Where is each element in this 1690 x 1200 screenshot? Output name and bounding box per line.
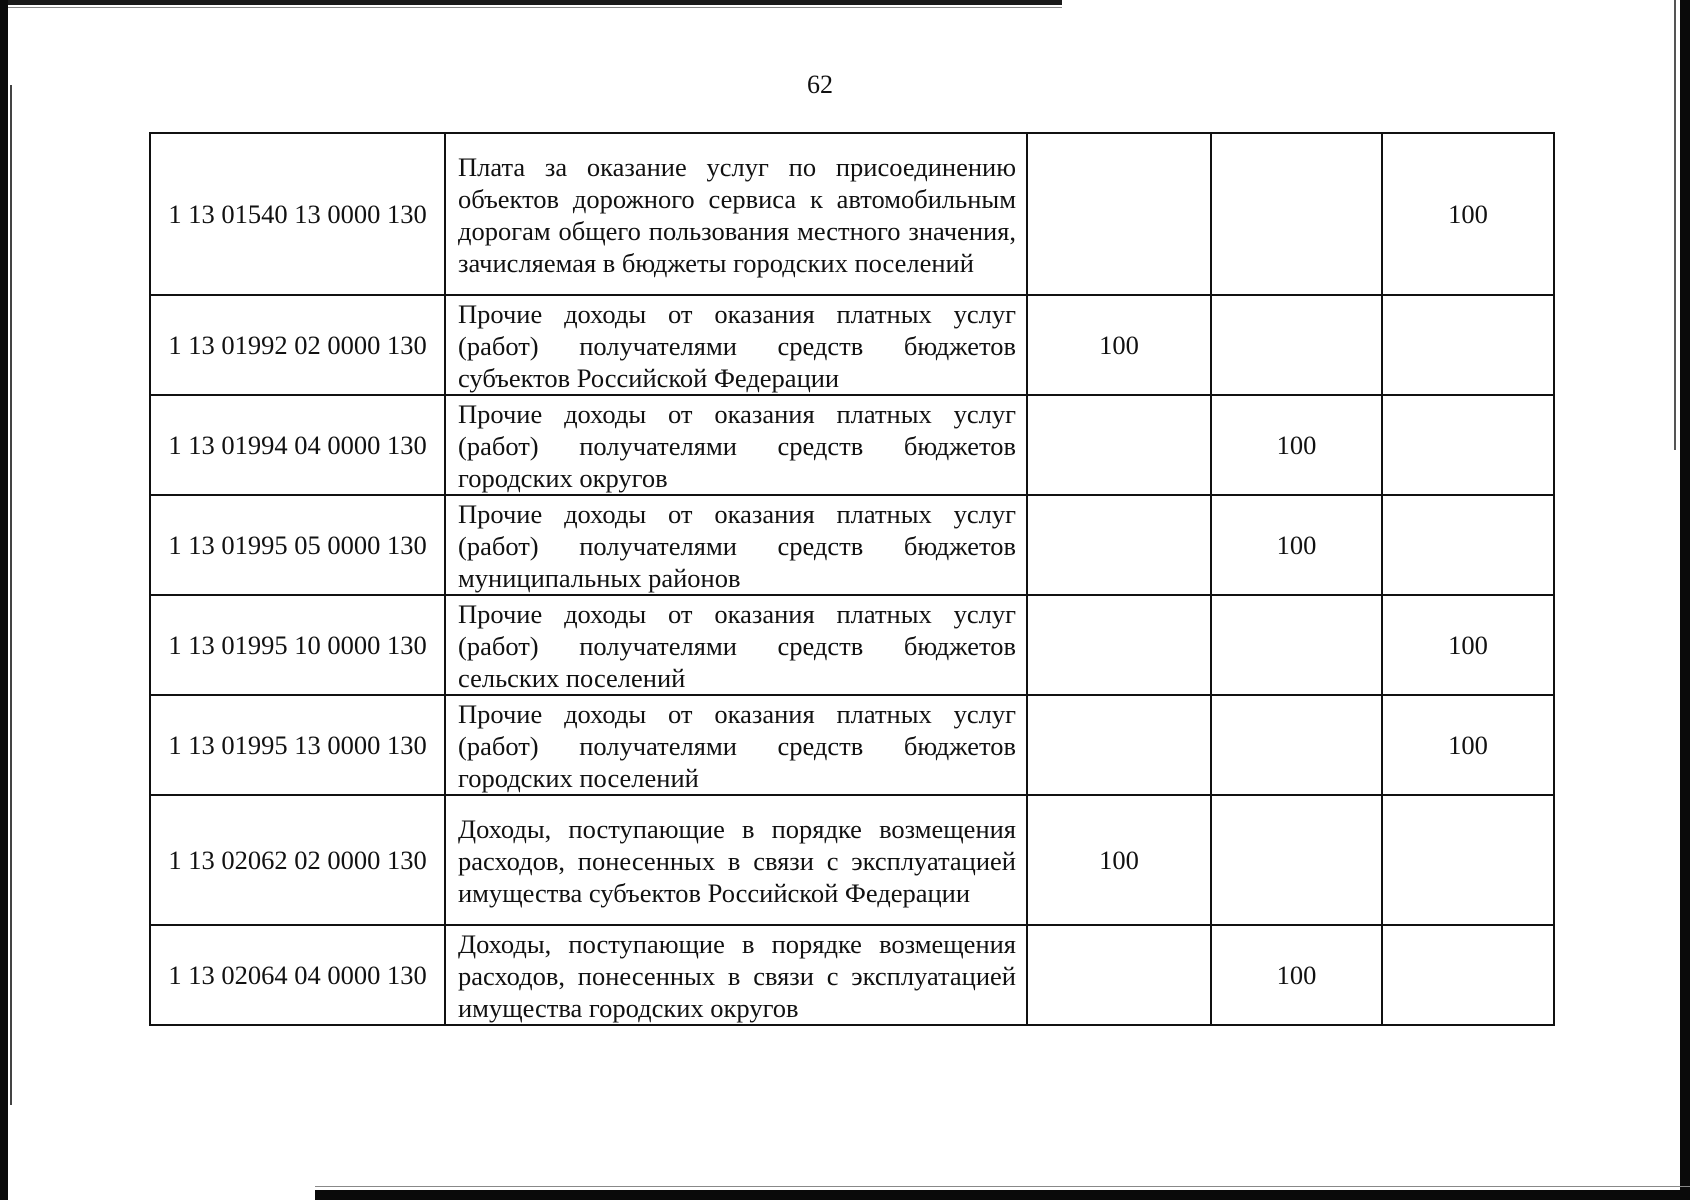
name-cell: [445, 795, 1027, 925]
code-cell: 1 13 01994 04 0000 130: [150, 395, 445, 495]
table-row: [150, 495, 1554, 595]
scan-border-bottom-thin: [315, 1186, 1690, 1187]
name-text: Прочие доходы от оказания платных услуг (работ) получателями средств бюджетов городских округов: [458, 399, 1016, 493]
table-row: [150, 595, 1554, 695]
value-cell-col4: 100: [1211, 495, 1382, 595]
value-cell-col3: 100: [1027, 795, 1211, 925]
value-cell-col4: [1211, 795, 1382, 925]
name-text: Прочие доходы от оказания платных услуг (работ) получателями средств бюджетов субъектов Российской Федерации: [458, 299, 1016, 393]
value-cell-col3: 100: [1027, 295, 1211, 395]
code-cell: 1 13 01992 02 0000 130: [150, 295, 445, 395]
name-text: Плата за оказание услуг по присоединению объектов дорожного сервиса к автомобильным дорогам общего пользования местного значения, зачисляемая в бюджеты городских поселений: [458, 152, 1016, 278]
code-cell: 1 13 01995 13 0000 130: [150, 695, 445, 795]
value-cell-col3: [1027, 925, 1211, 1025]
table-row: [150, 295, 1554, 395]
table-row: [150, 395, 1554, 495]
value-cell-col4: [1211, 695, 1382, 795]
value-cell-col5: 100: [1382, 695, 1554, 795]
scan-border-bottom: [315, 1190, 1690, 1200]
name-text: Доходы, поступающие в порядке возмещения расходов, понесенных в связи с эксплуатацией имущества городских округов: [458, 929, 1016, 1023]
table-row: [150, 795, 1554, 925]
name-cell: [445, 295, 1027, 395]
scan-border-right: [1680, 0, 1690, 1200]
value-cell-col3: [1027, 133, 1211, 295]
value-cell-col3: [1027, 495, 1211, 595]
value-cell-col5: [1382, 925, 1554, 1025]
value-cell-col5: [1382, 395, 1554, 495]
code-cell: 1 13 02062 02 0000 130: [150, 795, 445, 925]
table-row: [150, 133, 1554, 295]
scan-border-left-thin: [10, 85, 12, 1105]
name-text: Прочие доходы от оказания платных услуг (работ) получателями средств бюджетов городских поселений: [458, 699, 1016, 793]
value-cell-col4: [1211, 133, 1382, 295]
name-cell: [445, 395, 1027, 495]
code-cell: 1 13 01540 13 0000 130: [150, 133, 445, 295]
value-cell-col5: 100: [1382, 595, 1554, 695]
value-cell-col3: [1027, 595, 1211, 695]
value-cell-col5: [1382, 795, 1554, 925]
value-cell-col5: 100: [1382, 133, 1554, 295]
table-row: [150, 695, 1554, 795]
name-text: Прочие доходы от оказания платных услуг (работ) получателями средств бюджетов муниципальных районов: [458, 499, 1016, 593]
name-cell: [445, 595, 1027, 695]
value-cell-col4: [1211, 295, 1382, 395]
value-cell-col4: [1211, 595, 1382, 695]
name-cell: [445, 925, 1027, 1025]
value-cell-col3: [1027, 695, 1211, 795]
name-cell: [445, 495, 1027, 595]
value-cell-col3: [1027, 395, 1211, 495]
name-text: Доходы, поступающие в порядке возмещения расходов, понесенных в связи с эксплуатацией имущества субъектов Российской Федерации: [458, 814, 1016, 908]
scan-border-left: [0, 0, 8, 1200]
value-cell-col5: [1382, 295, 1554, 395]
scan-border-top-thin: [0, 7, 1062, 8]
name-cell: [445, 133, 1027, 295]
name-text: Прочие доходы от оказания платных услуг (работ) получателями средств бюджетов сельских поселений: [458, 599, 1016, 693]
value-cell-col4: 100: [1211, 925, 1382, 1025]
revenue-codes-table: [149, 132, 1555, 1026]
code-cell: 1 13 02064 04 0000 130: [150, 925, 445, 1025]
value-cell-col5: [1382, 495, 1554, 595]
code-cell: 1 13 01995 05 0000 130: [150, 495, 445, 595]
code-cell: 1 13 01995 10 0000 130: [150, 595, 445, 695]
value-cell-col4: 100: [1211, 395, 1382, 495]
name-cell: [445, 695, 1027, 795]
scan-border-right-thin: [1674, 0, 1676, 450]
table-row: [150, 925, 1554, 1025]
page-number: 62: [807, 70, 833, 99]
scan-border-top: [0, 0, 1062, 5]
